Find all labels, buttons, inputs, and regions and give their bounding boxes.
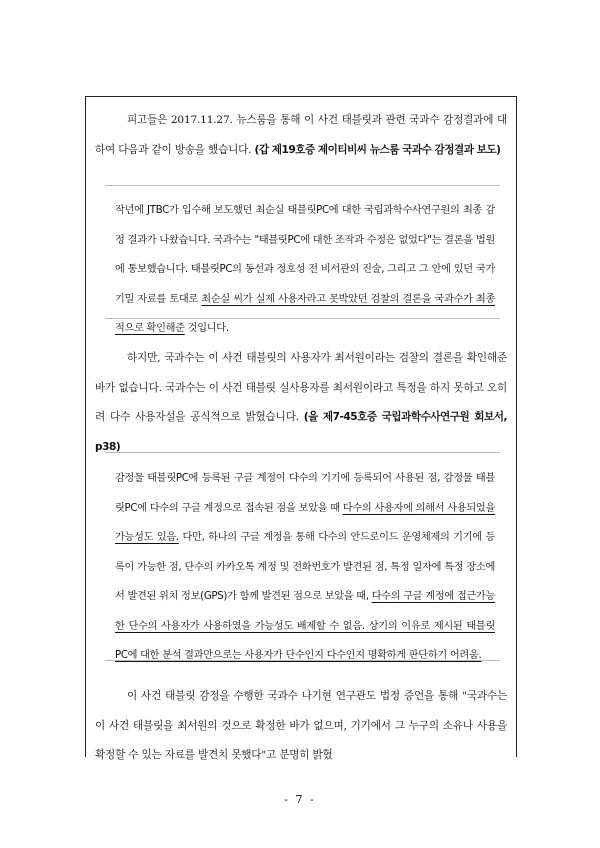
paragraph-3 [95,682,507,771]
paragraph-3-text: 이 사건 태블릿 감정을 수행한 국과수 나기현 연구관도 법정 증언을 통해 "국과수는 이 사건 태블릿을 최서원의 것으로 확정한 바가 없으며, 기기에서 그 누구의 소유나 사용을 확정할 수 있는 자료를 발견치 못했다"고 분명히 밝혔 [95,690,507,761]
paragraph-1-text: 피고들은 2017.11.27. 뉴스룸을 통해 이 사건 태블릿과 관련 국과수 감정결과에 대하여 다음과 같이 방송을 했습니다. [95,114,507,156]
evidence-ref-2: (을 제7-45호증 국립과학수사연구원 회보서, p38) [95,411,507,453]
quote-box-1-top-border [105,185,500,186]
quote-box-1 [115,196,495,344]
quote-box-2-bottom-border [105,660,500,661]
quote-1-text-b: 것입니다. [184,323,229,334]
quote-2-underlined-2: 다수의 구글 계정에 접근가능한 단수의 사용자가 사용하였을 가능성도 배제할 수 없음. 상기의 이유로 제시된 태블릿PC에 대한 분석 결과만으로는 사용자가 단수인지 다수인지 명확하게 판단하기 어려움. [115,591,496,661]
quote-2-text-b: 다만, 하나의 구글 계정을 통해 다수의 안드로이드 운영체제의 기기에 등록이 가능한 점, 단수의 카카오톡 계정 및 전화번호가 발견된 점, 특정 일자에 특정 장소에서 발견된 위치 정보(GPS)가 함께 발견된 점으로 보았을 때, [115,532,496,602]
paragraph-1 [95,106,507,165]
quote-box-2 [115,464,495,671]
quote-1-text-a: 작년에 JTBC가 입수해 보도했던 최순실 태블릿PC에 대한 국립과학수사연구원의 최종 감정 결과가 나왔습니다. 국과수는 "태블릿PC에 대한 조작과 수정은 없었다"는 결론을 법원에 통보했습니다. 태블릿PC의 동선과 정호성 전 비서관의 진술, 그리고 그 안에 있던 국가 기밀 자료를 토대로 [115,205,495,305]
paragraph-2-text: 하지만, 국과수는 이 사건 태블릿의 사용자가 최서원이라는 검찰의 결론을 확인해준 바가 없습니다. 국과수는 이 사건 태블릿 실사용자를 최서원이라고 특정을 하지 못하고 오히려 다수 사용자설을 공식적으로 밝혔습니다. [95,352,507,423]
quote-box-2-top-border [105,452,500,453]
quote-1-underlined: 최순실 씨가 실제 사용자라고 못박았던 검찰의 결론을 국과수가 최종적으로 확인해준 [115,293,495,334]
quote-2-underlined-1: 다수의 사용자에 의해서 사용되었을 가능성도 있음. [115,502,496,543]
quote-2-text-a: 감정물 태블릿PC에 등록된 구글 계정이 다수의 기기에 등록되어 사용된 점, 감정물 태블릿PC에 다수의 구글 계정으로 접속된 점을 보았을 때 [115,473,495,514]
quote-box-1-bottom-border [105,318,500,319]
page-number: - 7 - [284,793,316,806]
evidence-ref-1: (갑 제19호증 제이티비씨 뉴스룸 국과수 감정결과 보도) [254,143,501,156]
paragraph-2 [95,344,507,462]
